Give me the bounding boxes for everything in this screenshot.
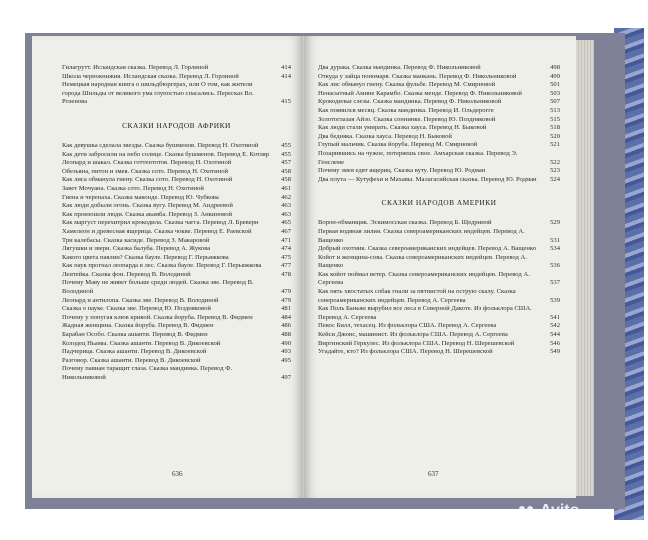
toc-entry-page: 537 (550, 279, 560, 287)
toc-entry-title: Почему у попугая клюв кривой. Сказка йоруба. Перевод В. Фидмен (62, 313, 253, 321)
toc-entry-page: 458 (281, 167, 291, 175)
toc-entry (62, 211, 291, 220)
toc-entry-title: Немецкая народная книга о шильдбюргерах, или О том, как жители города Шильды от великого ума глупостью спасались. Пересказ Вл. Розенова (62, 81, 254, 106)
toc-entry (318, 98, 560, 107)
toc-entry-page: 493 (281, 348, 291, 356)
toc-entry (318, 254, 560, 271)
toc-entry (318, 73, 560, 82)
toc-entry-page: 484 (281, 313, 291, 321)
toc-entry-page: 455 (281, 150, 291, 158)
toc-entry-page: 471 (281, 236, 291, 244)
toc-entry (62, 64, 291, 73)
toc-entry-page: 544 (550, 331, 560, 339)
toc-entry (318, 322, 560, 331)
toc-entry-page: 462 (281, 193, 291, 201)
toc-entry-page: 503 (550, 89, 560, 97)
toc-entry-page: 499 (550, 72, 560, 80)
toc-entry (62, 262, 291, 271)
toc-entry (62, 168, 291, 177)
toc-entry (318, 90, 560, 99)
toc-entry-page: 536 (550, 262, 560, 270)
toc-entry (318, 288, 560, 305)
toc-entry-page: 455 (281, 141, 291, 149)
toc-entry (62, 237, 291, 246)
toc-entry-title: Откуда у зайца пономаря. Сказка манкань. Перевод Ф. Никольниковой (318, 72, 517, 80)
right-entries-list (318, 219, 560, 357)
toc-entry-page: 513 (550, 106, 560, 114)
toc-entry (62, 176, 291, 185)
toc-entry-title: Добрый охотник. Сказка североамериканских индейцев. Перевод А. Ващенко (318, 245, 537, 253)
toc-entry-page: 479 (281, 296, 291, 304)
toc-entry (62, 322, 291, 331)
toc-entry-page: 481 (281, 305, 291, 313)
toc-entry-title: Как пять хвостатых собак гнали за пятнистой на острую скалу. Сказка североамериканских индейцев. Перевод А. Сергеева (318, 288, 516, 304)
toc-entry-page: 549 (550, 348, 560, 356)
left-top-list (62, 64, 291, 107)
toc-entry-title: Леопард и шакал. Сказка готтентотов. Перевод Н. Охотиной (62, 159, 232, 167)
toc-entry (62, 357, 291, 366)
toc-entry (318, 340, 560, 349)
toc-entry-page: 415 (281, 98, 291, 106)
right-page (304, 36, 576, 498)
toc-entry-title: Завет Мочуана. Сказка сото. Перевод Н. Охотиной (62, 184, 204, 192)
toc-entry-page: 457 (281, 159, 291, 167)
toc-entry-title: Как девушка сделала звезды. Сказка бушменов. Перевод Н. Охотиной (62, 141, 259, 149)
toc-entry (62, 185, 291, 194)
toc-entry-title: Койот и женщина-сова. Сказка североамериканских индейцев. Перевод А. Ващенко (318, 253, 527, 270)
toc-entry (318, 219, 560, 228)
toc-entry-page: 463 (281, 210, 291, 218)
toc-entry (318, 64, 560, 73)
toc-entry-title: Золотоглазая Айзо. Сказка соннинке. Перевод Ю. Поздняковой (318, 115, 496, 123)
toc-entry-title: Хамелеон и древесная ящерица. Сказка чокве. Перевод Е. Раевской (62, 227, 252, 235)
toc-entry-page: 458 (281, 176, 291, 184)
toc-entry-title: Почему Маву не живет больше среди людей. Сказка эве. Перевод В. Володиной (62, 279, 254, 296)
toc-entry-title: Как лис обманул гиену. Сказка фульбе. Перевод М. Смирновой (318, 81, 496, 89)
toc-entry (318, 228, 560, 245)
toc-entry (62, 142, 291, 151)
toc-entry (318, 150, 560, 167)
toc-entry-page: 461 (281, 184, 291, 192)
toc-entry-title: Леопард и антилопа. Сказка эве. Перевод В. Володиной (62, 296, 219, 304)
toc-entry-page: 463 (281, 202, 291, 210)
toc-entry-title: Как маргуст перехитрил крокодила. Сказка чагга. Перевод Л. Бреверн (62, 219, 259, 227)
toc-entry-title: Колодец Ньамы. Сказка ашанти. Перевод В. Дикоевской (62, 339, 221, 347)
toc-entry-page: 486 (281, 322, 291, 330)
left-section-title: СКАЗКИ НАРОДОВ АФРИКИ (122, 120, 231, 130)
toc-entry-page: 497 (281, 374, 291, 381)
toc-entry-page: 498 (550, 64, 560, 71)
right-top-list (318, 64, 560, 184)
toc-entry (62, 271, 291, 280)
toc-entry (62, 314, 291, 323)
toc-entry-title: Как дети забросили на небо солнце. Сказка бушменов. Перевод Е. Котляр (62, 150, 270, 158)
toc-entry (318, 348, 560, 357)
toc-entry (318, 176, 560, 185)
right-page-number: 637 (428, 470, 439, 478)
toc-entry-page: 524 (550, 175, 560, 183)
toc-entry (62, 81, 291, 107)
toc-entry-title: Как произошли люди. Сказка акамба. Перевод З. Анкиновой (62, 210, 233, 218)
toc-entry-title: Угадайте, кто? Из фольклора США. Перевод Н. Шерешевской (318, 348, 493, 356)
toc-entry (318, 81, 560, 90)
toc-entry-page: 531 (550, 236, 560, 244)
toc-entry-title: Кейси Джонс, машинист. Из фольклора США. Перевод А. Сергеева (318, 331, 508, 339)
toc-entry (62, 348, 291, 357)
toc-entry-title: Ворон-обманщик. Эскимосская сказка. Перевод Б. Щедриной (318, 219, 492, 227)
left-page (32, 36, 304, 498)
toc-entry-page: 529 (550, 219, 560, 227)
toc-entry-page: 541 (550, 313, 560, 321)
toc-entry-page: 515 (550, 115, 560, 123)
watermark: Avito (540, 502, 580, 519)
toc-entry-title: Как койот поймал ветер. Сказка североамериканских индейцев. Перевод А. Сергеева (318, 270, 530, 287)
toc-entry-page: 414 (281, 64, 291, 71)
toc-entry-title: Лягушки и звери. Сказка балуба. Перевод А. Жукова (62, 245, 211, 253)
toc-entry-page: 474 (281, 245, 291, 253)
toc-entry (62, 159, 291, 168)
toc-entry-page: 501 (550, 81, 560, 89)
toc-entry (318, 116, 560, 125)
toc-entry-page: 475 (281, 253, 291, 261)
toc-entry (318, 331, 560, 340)
toc-entry-page: 539 (550, 296, 560, 304)
toc-entry (318, 107, 560, 116)
toc-entry (318, 271, 560, 288)
toc-entry-title: Ненасытный Амине Карамбо. Сказка менде. Перевод Ф. Никольниковой (318, 89, 522, 97)
toc-entry-page: 523 (550, 167, 560, 175)
toc-entry-page: 495 (281, 356, 291, 364)
toc-entry-page: 507 (550, 98, 560, 106)
toc-entry-page: 490 (281, 339, 291, 347)
left-entries-list (62, 142, 291, 383)
toc-entry (62, 151, 291, 160)
toc-entry-title: Как паук прогнал леопарда в лес. Сказка бауле. Перевод Г. Перьяжкова (62, 262, 262, 270)
toc-entry (62, 279, 291, 296)
toc-entry-title: Почему змея едят ящериц. Сказка вуту. Перевод Ю. Родман (318, 167, 486, 175)
toc-entry-title: Школа чернокнижия. Исландская сказка. Перевод Л. Горлиной (62, 72, 239, 80)
toc-entry (62, 340, 291, 349)
toc-entry (62, 305, 291, 314)
toc-entry (62, 331, 291, 340)
toc-entry-page: 465 (281, 219, 291, 227)
toc-entry (318, 133, 560, 142)
toc-entry-page: 414 (281, 72, 291, 80)
toc-entry-title: Глупый мальчик. Сказка йоруба. Перевод М. Смирновой (318, 141, 478, 149)
toc-entry-title: Разговор. Сказка ашанти. Перевод В. Дикоевской (62, 356, 201, 364)
toc-entry-title: Как появился месяц. Сказка мандинка. Перевод И. Ольдерогге (318, 106, 494, 114)
toc-entry-title: Пекос Билл, техасец. Из фольклора США. Перевод А. Сергеева (318, 322, 497, 330)
toc-entry (318, 124, 560, 133)
toc-entry (62, 297, 291, 306)
toc-entry (318, 167, 560, 176)
toc-entry-page: 546 (550, 339, 560, 347)
toc-entry-title: Как люди стали умирать. Сказка хауса. Перевод Н. Быковой (318, 124, 487, 132)
toc-entry (62, 365, 291, 382)
toc-entry-title: Два дурака. Сказка мандинка. Перевод Ф. Никольниковой (318, 64, 481, 71)
toc-entry-title: Крокодильи слезы. Сказка мандинка. Перевод Ф. Никольниковой (318, 98, 502, 106)
toc-entry (318, 305, 560, 322)
toc-entry-title: Как люди добыли огонь. Сказка вугу. Перевод М. Андреевой (62, 202, 233, 210)
toc-entry-title: Два плута — Кутуфехи и Махавы. Малагасийская сказка. Перевод Ю. Родман (318, 175, 537, 183)
toc-entry-title: Жадная женщина. Сказка йоруба. Перевод В. Фидмен (62, 322, 214, 330)
left-page-number: 636 (172, 470, 183, 478)
toc-entry-title: Как лиса обманула гиену. Сказка сото. Перевод Н. Охотиной (62, 176, 233, 184)
toc-entry-title: Гилагрутт. Исландская сказка. Перевод Л. Горлиной (62, 64, 209, 71)
toc-entry (318, 245, 560, 254)
page-edges (576, 40, 594, 496)
toc-entry-title: Барабан Особо. Сказка ашанти. Перевод В. Фидмен (62, 331, 208, 339)
toc-entry-page: 520 (550, 132, 560, 140)
toc-entry-page: 534 (550, 245, 560, 253)
toc-entry-title: Какого цвета павлин? Сказка бауле. Перевод Г. Перьяжкова (62, 253, 229, 261)
toc-entry (62, 228, 291, 237)
toc-entry-page: 542 (550, 322, 560, 330)
toc-entry-page: 479 (281, 288, 291, 296)
toc-entry-title: Как Поль Баньян вырубил все леса в Северной Дакоте. Из фольклора США. Перевод А. Сергеева (318, 305, 532, 321)
toc-entry-title: Падчерица. Сказка ашанти. Перевод В. Дикоевской (62, 348, 207, 356)
toc-entry-title: Гиена и черепаха. Сказка маконде. Перевод Ю. Чубкова (62, 193, 219, 201)
right-section-title: СКАЗКИ НАРОДОВ АМЕРИКИ (381, 198, 497, 208)
toc-entry (62, 73, 291, 82)
toc-entry-title: Три калебасы. Сказка касиде. Перевод З. Макаровой (62, 236, 210, 244)
toc-entry-page: 521 (550, 141, 560, 149)
toc-entry-page: 467 (281, 227, 291, 235)
toc-entry (62, 194, 291, 203)
toc-entry-title: Виргинский Геркулес. Из фольклора США. Перевод Н. Шерешевской (318, 339, 515, 347)
toc-entry-page: 478 (281, 270, 291, 278)
toc-entry (318, 141, 560, 150)
toc-entry-title: Почему павиан таращит глаза. Сказка мандинка. Перевод Ф. Никольниковой (62, 365, 233, 381)
toc-entry-title: Леитейка. Сказка фон. Перевод В. Володиной (62, 270, 191, 278)
toc-entry (62, 254, 291, 263)
toc-entry-title: Первая водяная лилия. Сказка североамериканских индейцев. Перевод А. Ващенко (318, 227, 525, 244)
toc-entry-page: 477 (281, 262, 291, 270)
toc-entry (62, 202, 291, 211)
toc-entry-page: 488 (281, 331, 291, 339)
toc-entry-title: Обезьяна, питон и змея. Сказка сото. Перевод Н. Охотиной (62, 167, 229, 175)
toc-entry-page: 518 (550, 124, 560, 132)
toc-entry-title: Сказка о пауке. Сказка эве. Перевод Ю. Поздняковой (62, 305, 211, 313)
toc-entry (62, 219, 291, 228)
toc-entry (62, 245, 291, 254)
toc-entry-page: 522 (550, 158, 560, 166)
avito-logo-icon (518, 505, 538, 521)
toc-entry-title: Позарившись на чужое, потеряешь свое. Амхарская сказка. Перевод Э. Генслеме (318, 149, 518, 166)
toc-entry-title: Два бедняка. Сказка хауса. Перевод Н. Быковой (318, 132, 452, 140)
